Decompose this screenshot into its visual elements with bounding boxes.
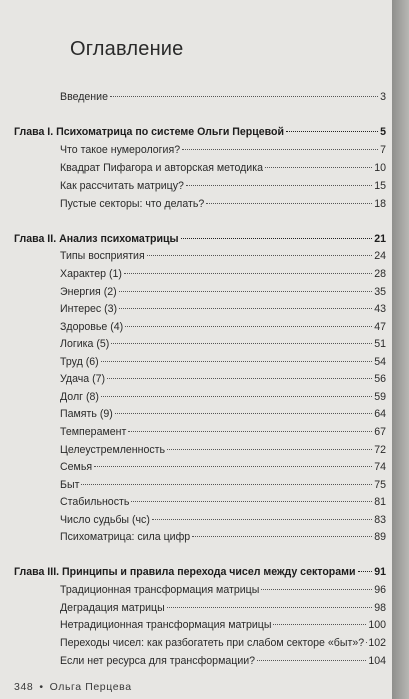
toc-entry-label: Энергия (2) (60, 286, 117, 298)
dot-leader (182, 149, 378, 150)
toc-entry-label: Глава I. Психоматрица по системе Ольги Перцевой (14, 126, 285, 138)
toc-page-number: 24 (374, 250, 386, 262)
footer-bullet: • (39, 681, 44, 693)
dot-leader (81, 484, 372, 485)
toc-entry-label: Семья (60, 461, 93, 473)
dot-leader (107, 378, 372, 379)
toc-entry-label: Переходы чисел: как разбогатеть при слабом секторе «быт»? (60, 637, 365, 649)
toc-entry-row (60, 531, 386, 543)
toc-entry-label: Логика (5) (60, 338, 110, 350)
toc-page-number: 104 (368, 655, 386, 667)
toc-entry-row (60, 602, 386, 614)
dot-leader (152, 519, 372, 520)
toc-entry-label: Что такое нумерология? (60, 144, 181, 156)
toc-chapter-row (14, 566, 386, 578)
page-number: 348 (14, 681, 34, 693)
toc-entry-label: Глава III. Принципы и правила перехода чисел между секторами (14, 566, 356, 578)
toc-page-number: 102 (368, 637, 386, 649)
toc-page-number: 7 (380, 144, 386, 156)
toc-entry-row (60, 268, 386, 280)
toc-entry-row (60, 461, 386, 473)
page-footer (14, 681, 132, 693)
toc-page-number: 64 (374, 408, 386, 420)
toc-page-number: 59 (374, 391, 386, 403)
toc-entry-label: Нетрадиционная трансформация матрицы (60, 619, 272, 631)
toc-chapter-row (14, 126, 386, 138)
toc-entry-row (60, 198, 386, 210)
toc-entry-row (60, 321, 386, 333)
toc-entry-label: Стабильность (60, 496, 130, 508)
toc-page-number: 5 (380, 126, 386, 138)
toc-entry-row (60, 408, 386, 420)
dot-leader (273, 624, 366, 625)
toc-entry-label: Память (9) (60, 408, 113, 420)
dot-leader (192, 536, 372, 537)
toc-entry-row (60, 391, 386, 403)
toc-page-number: 43 (374, 303, 386, 315)
dot-leader (265, 167, 372, 168)
toc-page-number: 35 (374, 286, 386, 298)
toc-page-number: 89 (374, 531, 386, 543)
toc-entry-label: Удача (7) (60, 373, 106, 385)
toc-chapter-row (14, 233, 386, 245)
toc-page-number: 18 (374, 198, 386, 210)
dot-leader (147, 255, 373, 256)
toc-entry-label: Интерес (3) (60, 303, 118, 315)
toc-page-number: 56 (374, 373, 386, 385)
toc-entry-label: Целеустремленность (60, 444, 166, 456)
toc-entry-label: Квадрат Пифагора и авторская методика (60, 162, 263, 174)
dot-leader (119, 291, 373, 292)
toc-page-number: 98 (374, 602, 386, 614)
toc-page-number: 91 (374, 566, 386, 578)
toc-entry-label: Долг (8) (60, 391, 99, 403)
dot-leader (119, 308, 372, 309)
adjacent-page-edge (392, 0, 409, 699)
toc-entry-label: Глава II. Анализ психоматрицы (14, 233, 179, 245)
dot-leader (257, 660, 366, 661)
toc-entry-row (60, 144, 386, 156)
dot-leader (167, 607, 372, 608)
dot-leader (101, 396, 372, 397)
footer-author: Ольга Перцева (49, 681, 132, 693)
toc-page-number: 100 (368, 619, 386, 631)
dot-leader (131, 501, 372, 502)
dot-leader (286, 131, 378, 132)
toc-page-number: 54 (374, 356, 386, 368)
toc-page-number: 83 (374, 514, 386, 526)
dot-leader (101, 361, 373, 362)
dot-leader (186, 185, 372, 186)
dot-leader (94, 466, 372, 467)
toc-entry-row (60, 619, 386, 631)
toc-entry-row (60, 426, 386, 438)
toc-entry-row (60, 286, 386, 298)
toc-entry-label: Введение (60, 91, 108, 103)
toc-page-number: 21 (374, 233, 386, 245)
toc-entry-row (60, 479, 386, 491)
toc-entry-label: Психоматрица: сила цифр (60, 531, 191, 543)
toc-entry-row (60, 655, 386, 667)
toc-entry-label: Деградация матрицы (60, 602, 165, 614)
toc-entry-row (60, 373, 386, 385)
dot-leader (115, 413, 372, 414)
toc-page-number: 75 (374, 479, 386, 491)
dot-leader (124, 273, 372, 274)
toc-entry-label: Труд (6) (60, 356, 99, 368)
toc-entry-label: Пустые секторы: что делать? (60, 198, 205, 210)
dot-leader (128, 431, 372, 432)
toc-page-number: 67 (374, 426, 386, 438)
toc-page-number: 28 (374, 268, 386, 280)
toc-entry-label: Типы восприятия (60, 250, 145, 262)
toc-page-number: 51 (374, 338, 386, 350)
toc-page-number: 3 (380, 91, 386, 103)
toc-entry-row (60, 180, 386, 192)
page-title: Оглавление (70, 38, 184, 60)
toc-entry-label: Характер (1) (60, 268, 122, 280)
toc-entry-row (60, 303, 386, 315)
toc-page-number: 81 (374, 496, 386, 508)
toc-entry-row (60, 496, 386, 508)
toc-page-number: 15 (374, 180, 386, 192)
dot-leader (110, 96, 378, 97)
toc-entry-label: Как рассчитать матрицу? (60, 180, 184, 192)
toc-entry-label: Быт (60, 479, 80, 491)
toc-entry-label: Традиционная трансформация матрицы (60, 584, 260, 596)
dot-leader (206, 203, 372, 204)
toc-entry-row (60, 356, 386, 368)
dot-leader (111, 343, 372, 344)
toc-entry-row (60, 637, 386, 649)
dot-leader (261, 589, 372, 590)
dot-leader (181, 238, 373, 239)
toc-entry-row (60, 514, 386, 526)
toc-page-number: 96 (374, 584, 386, 596)
toc-page-number: 10 (374, 162, 386, 174)
dot-leader (125, 326, 372, 327)
toc-entry-row (60, 338, 386, 350)
toc-entry-row (60, 250, 386, 262)
toc-entry-label: Если нет ресурса для трансформации? (60, 655, 256, 667)
dot-leader (167, 449, 372, 450)
toc-entry-label: Здоровье (4) (60, 321, 124, 333)
toc-entry-label: Число судьбы (чс) (60, 514, 150, 526)
toc-page-number: 74 (374, 461, 386, 473)
toc-entry-row (60, 584, 386, 596)
toc-entry-label: Темперамент (60, 426, 127, 438)
toc-entry-row (60, 91, 386, 103)
toc-entry-row (60, 162, 386, 174)
toc-page-number: 47 (374, 321, 386, 333)
dot-leader (358, 571, 373, 572)
toc-entry-row (60, 444, 386, 456)
toc-page-number: 72 (374, 444, 386, 456)
